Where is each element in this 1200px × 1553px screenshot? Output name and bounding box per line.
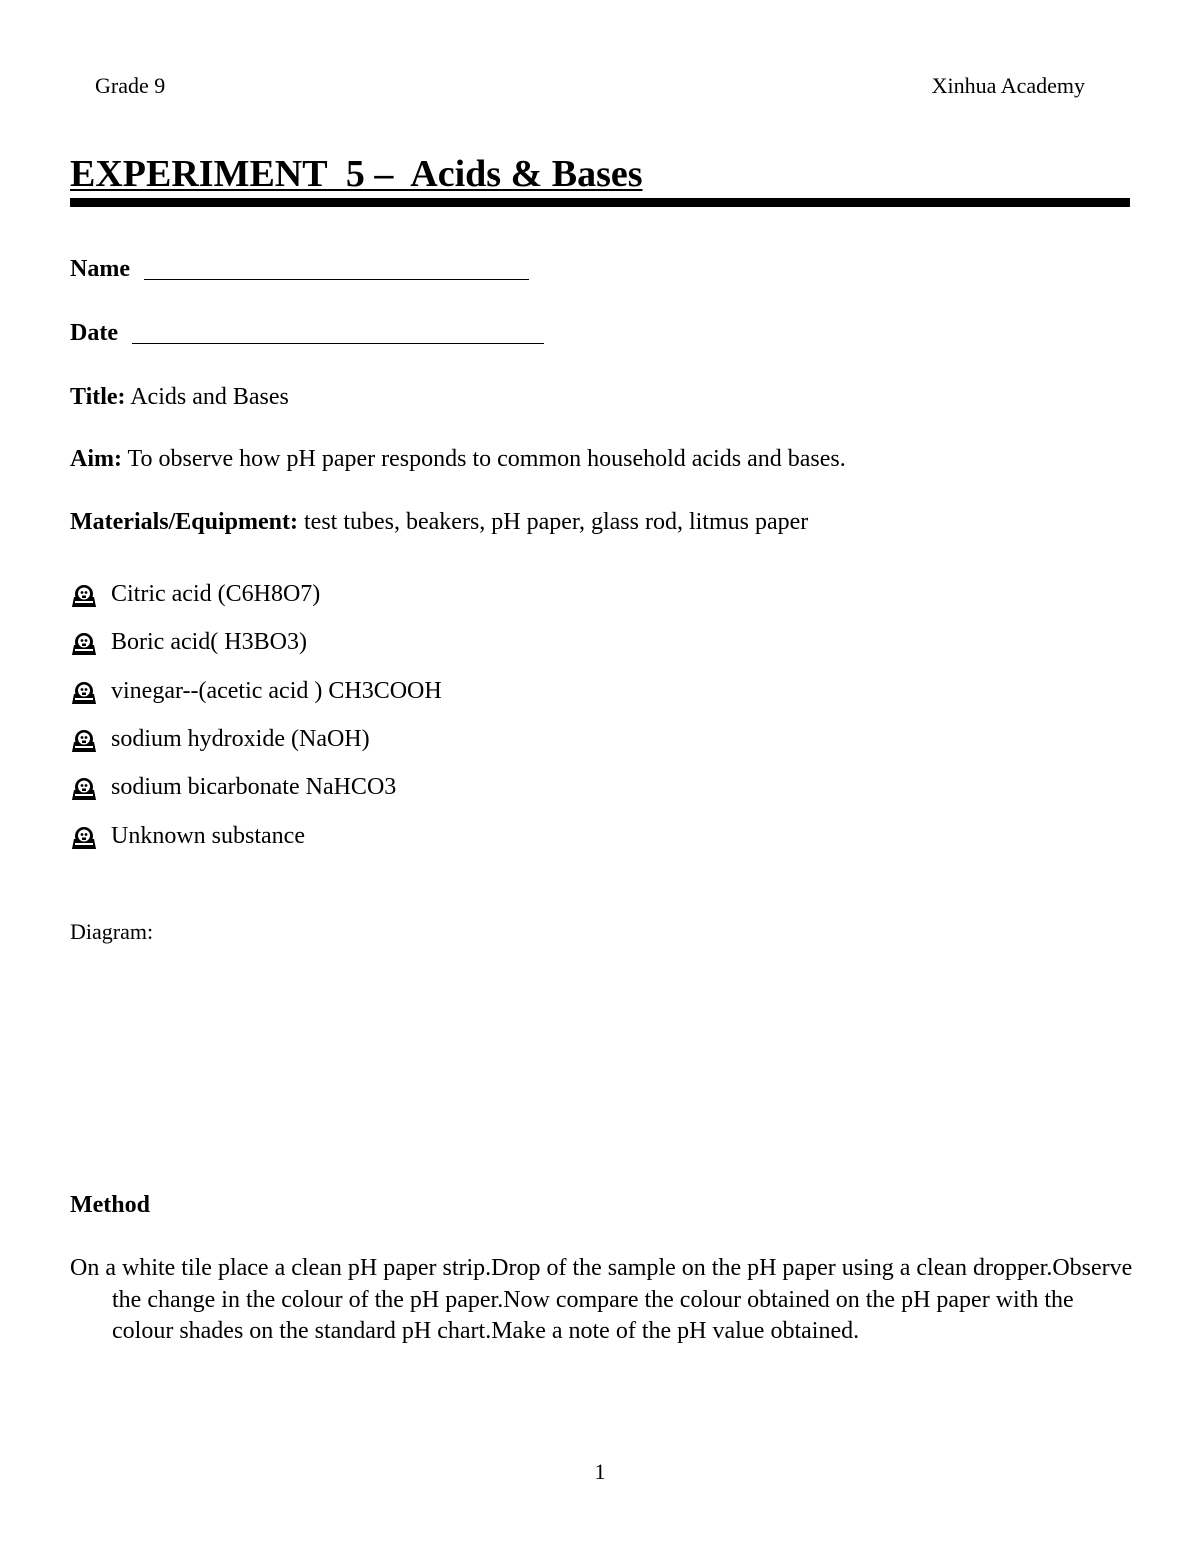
skull-hazard-icon <box>70 680 98 706</box>
title-value: Acids and Bases <box>125 384 289 410</box>
skull-hazard-icon <box>70 825 98 851</box>
page-number: 1 <box>594 1459 606 1484</box>
materials-list <box>70 570 442 860</box>
method-paragraph: On a white tile place a clean pH paper strip.Drop of the sample on the pH paper using a clean dropper.Observe the change in the colour of the pH paper.Now compare the colour obtained on the pH paper with the colour shades on the standard pH chart.Make a note of the pH value obtained. <box>70 1255 1133 1344</box>
materials-value: test tubes, beakers, pH paper, glass rod, litmus paper <box>298 509 809 535</box>
name-blank-line[interactable] <box>144 259 529 280</box>
aim-line <box>70 444 846 474</box>
list-item <box>70 618 442 666</box>
name-field[interactable] <box>70 254 529 284</box>
aim-label: Aim: <box>70 446 122 472</box>
experiment-title: EXPERIMENT 5 – Acids & Bases <box>70 153 643 195</box>
material-item-text: Boric acid( H3BO3) <box>111 629 307 656</box>
header-grade: Grade 9 <box>95 73 166 98</box>
materials-line <box>70 507 808 537</box>
skull-hazard-icon <box>70 776 98 802</box>
title-label: Title: <box>70 384 126 410</box>
skull-hazard-icon <box>70 583 98 609</box>
header-school: Xinhua Academy <box>931 73 1085 98</box>
name-label: Name <box>70 256 130 282</box>
list-item <box>70 811 442 859</box>
materials-label: Materials/Equipment: <box>70 509 298 535</box>
material-item-text: Citric acid (C6H8O7) <box>111 581 321 608</box>
method-heading: Method <box>70 1192 150 1218</box>
skull-hazard-icon <box>70 728 98 754</box>
material-item-text: vinegar--(acetic acid ) CH3COOH <box>111 677 442 704</box>
title-line <box>70 382 289 412</box>
skull-hazard-icon <box>70 631 98 657</box>
date-label: Date <box>70 320 118 346</box>
date-blank-line[interactable] <box>132 323 544 344</box>
material-item-text: sodium hydroxide (NaOH) <box>111 726 370 753</box>
list-item <box>70 715 442 763</box>
aim-value: To observe how pH paper responds to common household acids and bases. <box>121 446 846 472</box>
list-item <box>70 763 442 811</box>
list-item <box>70 570 442 618</box>
material-item-text: Unknown substance <box>111 822 305 849</box>
date-field[interactable] <box>70 318 544 348</box>
list-item <box>70 667 442 715</box>
title-rule <box>70 198 1130 207</box>
material-item-text: sodium bicarbonate NaHCO3 <box>111 774 397 801</box>
diagram-label: Diagram: <box>70 919 154 944</box>
